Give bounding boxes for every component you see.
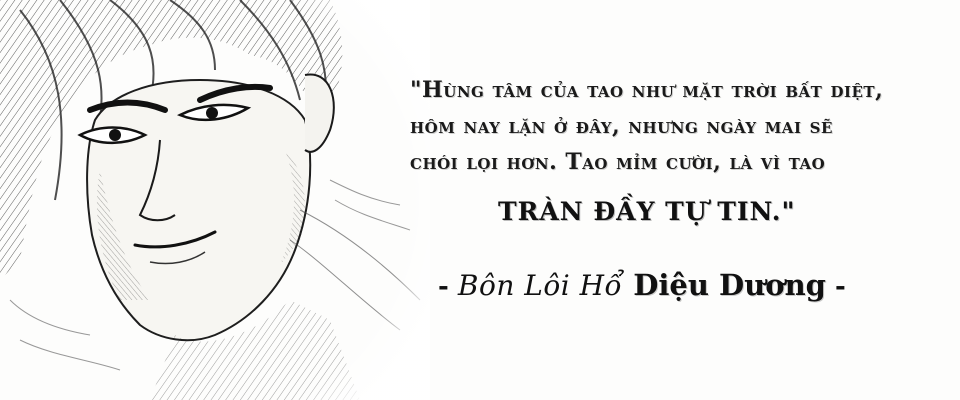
quote-text (410, 72, 940, 180)
quote-line-3: chói lọi hơn. Tao mỉm cười, là vì tao (410, 149, 826, 175)
attribution-title: Bôn Lôi Hổ (457, 269, 623, 302)
manga-character-sketch (0, 0, 430, 400)
quote-line-1: "Hùng tâm của tao như mặt trời bất diệt, (410, 77, 884, 103)
attribution (438, 268, 846, 302)
attribution-dash-left: - (438, 272, 449, 302)
quote-line-2: hôm nay lặn ở đây, nhưng ngày mai sẽ (410, 113, 833, 139)
attribution-name: Diệu Dương (633, 268, 826, 302)
attribution-dash-right: - (835, 272, 846, 302)
quote-emphasis: TRÀN ĐẦY TỰ TIN." (498, 197, 796, 226)
